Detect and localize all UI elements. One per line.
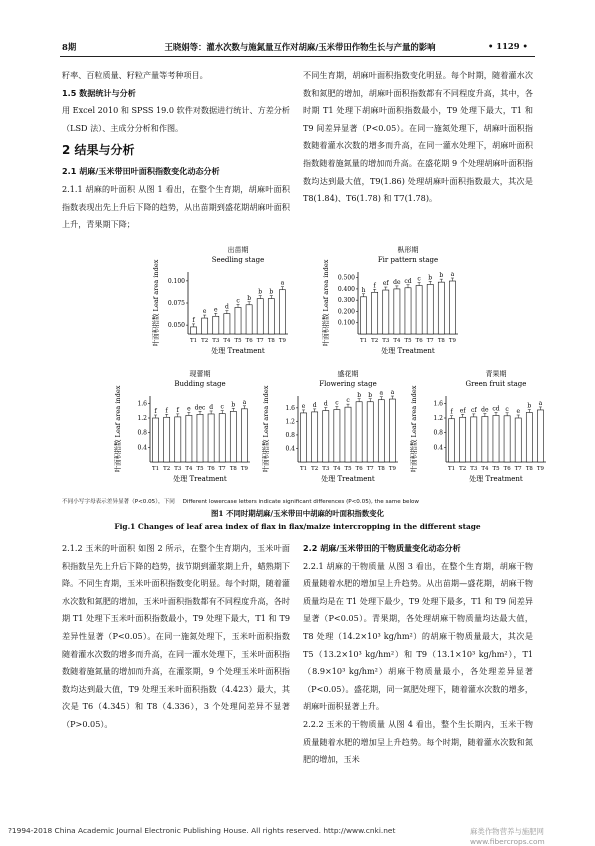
y-tick-label: 0.8: [433, 429, 443, 437]
bar: [361, 297, 367, 334]
x-tick-label: T9: [240, 466, 248, 472]
y-tick-label: 0.4: [137, 444, 147, 452]
paragraph: 2.2.1 胡麻的干物质量 从图 3 看出，在整个生育期，胡麻干物质量随着水肥的增加呈上升趋势。从出苗期—盛花期，胡麻干物质量均是在 T1 处理下最少，T9 处理下最多，T1 和 T9 间差异显著（P<0.05）。青果期，各处理胡麻干物质量均达最大值，T8 处理（14.2×10³ kg/hm²）的胡麻干物质量最大，其次是 T5（13.2×10³ kg/hm²）和 T9（13.1×10³ kg/hm²），T1（8.9×10³ kg/hm²）胡麻干物质量最小，各处理差异显著（P<0.05）。盛花期，同一氮肥处理下，随着灌水次数的增多，胡麻叶面积显著上升。: [303, 560, 533, 712]
figure-note-en: Different lowercase letters indicate significant differences (P<0.05), the same below: [182, 499, 420, 505]
bar: [493, 415, 499, 462]
significance-letter: f: [373, 282, 376, 290]
chart-svg: [318, 244, 478, 362]
y-tick-label: 0.300: [337, 297, 355, 305]
y-tick-label: 0.050: [167, 322, 185, 330]
bar: [241, 409, 247, 462]
x-tick-label: T2: [459, 466, 467, 472]
significance-letter: c: [220, 403, 224, 411]
y-tick-label: 1.6: [433, 400, 443, 408]
bar: [246, 305, 252, 334]
x-tick-label: T3: [212, 338, 220, 344]
significance-letter: d: [323, 400, 328, 408]
significance-letter: d: [312, 401, 317, 409]
significance-letter: de: [481, 406, 489, 414]
x-tick-label: T1: [360, 338, 368, 344]
bar: [449, 419, 455, 462]
chart-title-cn: 出苗期: [227, 246, 249, 254]
x-tick-label: T8: [525, 466, 533, 472]
section-heading: 2.1 胡麻/玉米带田叶面积指数变化动态分析: [62, 166, 220, 177]
y-tick-label: 0.100: [337, 319, 355, 327]
significance-letter: b: [439, 272, 444, 280]
x-tick-label: T3: [382, 338, 390, 344]
right-column-bottom: [303, 540, 533, 769]
x-tick-label: T9: [278, 338, 286, 344]
x-tick-label: T6: [245, 338, 253, 344]
chart-title-en: Budding stage: [174, 380, 226, 388]
y-tick-label: 0.4: [433, 444, 443, 452]
y-axis-label-cn: 叶面积指数: [152, 311, 160, 347]
y-axis-label-en: Leaf area index: [262, 385, 270, 438]
significance-letter: a: [379, 389, 384, 397]
bar: [427, 284, 433, 334]
bar: [301, 413, 307, 462]
significance-letter: e: [301, 402, 306, 410]
chart-title-en: Fir pattern stage: [377, 256, 439, 264]
bar: [208, 414, 214, 462]
x-tick-label: T7: [218, 466, 226, 472]
chart-title-cn: 现蕾期: [189, 370, 211, 378]
y-tick-label: 1.2: [285, 418, 295, 426]
y-tick-label: 0.075: [167, 300, 185, 307]
x-tick-label: T9: [448, 338, 456, 344]
chart-title-cn: 盛花期: [337, 370, 359, 378]
figure-note-cn: 不同小写字母表示差异显著（P<0.05），下同: [62, 499, 175, 505]
bar: [191, 327, 197, 334]
bar: [202, 318, 208, 334]
bar: [383, 290, 389, 334]
header-title: 王晓娟等：灌水次数与施氮量互作对胡麻/玉米带田作物生长与产量的影响: [164, 42, 436, 52]
significance-letter: a: [390, 389, 395, 397]
significance-letter: c: [335, 399, 339, 407]
figure-caption-en: Fig.1 Changes of leaf area index of flax in flax/maize intercropping in the different stage: [114, 522, 481, 531]
y-axis-label: [151, 259, 160, 346]
significance-letter: de: [393, 278, 401, 286]
chart-green: [406, 368, 566, 494]
y-tick-label: 0.100: [167, 277, 185, 285]
significance-letter: b: [368, 391, 373, 399]
bar: [197, 414, 203, 462]
paragraph: 籽率、百粒质量、籽粒产量等考种项目。: [62, 70, 208, 80]
y-axis-label-en: Leaf area index: [410, 385, 418, 438]
bar: [334, 410, 340, 462]
bar: [153, 418, 159, 462]
chart-title-en: Green fruit stage: [465, 380, 527, 388]
x-tick-label: T4: [223, 338, 231, 344]
bar: [515, 418, 521, 462]
significance-letter: ef: [382, 280, 389, 288]
y-axis-label-en: Leaf area index: [322, 259, 330, 312]
x-tick-label: T4: [481, 466, 489, 472]
bar: [219, 414, 225, 462]
bar: [416, 286, 422, 334]
chart-seedling: [148, 244, 308, 366]
bar: [312, 412, 318, 462]
x-tick-label: T5: [492, 466, 500, 472]
x-tick-label: T1: [448, 466, 456, 472]
bar: [268, 299, 274, 334]
bar: [394, 289, 400, 334]
x-tick-label: T7: [426, 338, 434, 344]
bar: [186, 415, 192, 462]
figure-note: [62, 497, 542, 505]
significance-letter: f: [450, 408, 453, 416]
significance-letter: c: [346, 397, 350, 405]
x-tick-label: T4: [393, 338, 401, 344]
significance-letter: b: [269, 288, 274, 296]
significance-letter: d: [209, 403, 214, 411]
x-axis-label: 处理 Treatment: [211, 347, 265, 355]
significance-letter: b: [258, 288, 263, 296]
x-tick-label: T9: [536, 466, 544, 472]
x-tick-label: T6: [207, 466, 215, 472]
bar: [356, 402, 362, 462]
x-tick-label: T6: [415, 338, 423, 344]
x-tick-label: T5: [234, 338, 242, 344]
y-tick-label: 0.4: [285, 445, 295, 453]
significance-letter: e: [202, 308, 207, 316]
significance-letter: c: [236, 297, 240, 305]
section-heading: 1.5 数据统计与分析: [62, 87, 136, 98]
significance-letter: e: [187, 405, 191, 413]
x-tick-label: T8: [229, 466, 237, 472]
left-column-bottom: [62, 540, 290, 734]
x-tick-label: T3: [174, 466, 182, 472]
y-axis-label: [261, 385, 270, 472]
x-tick-label: T6: [355, 466, 363, 472]
significance-letter: b: [428, 274, 433, 282]
chart-svg: [110, 368, 270, 490]
significance-letter: ef: [459, 407, 466, 415]
significance-letter: c: [505, 405, 509, 413]
x-tick-label: T2: [311, 466, 319, 472]
bar: [389, 399, 395, 462]
right-column-top: [303, 67, 533, 208]
header-page-number: • 1129 •: [488, 41, 528, 51]
y-tick-label: 1.2: [433, 415, 443, 422]
header-rule: [60, 56, 535, 57]
chart-svg: [148, 244, 308, 362]
section-heading: 2.2 胡麻/玉米带田的干物质量变化动态分析: [303, 543, 461, 553]
bar: [367, 402, 373, 462]
y-tick-label: 0.8: [285, 431, 295, 439]
y-axis-label: [113, 385, 122, 472]
significance-letter: c: [417, 275, 421, 283]
bar: [213, 316, 219, 334]
figure-caption-cn: 图1 不同时期胡麻/玉米带田中胡麻的叶面积指数变化: [210, 509, 384, 518]
y-tick-label: 0.200: [337, 308, 355, 316]
y-tick-label: 1.2: [137, 415, 147, 422]
bar: [460, 417, 466, 462]
bar: [323, 411, 329, 462]
x-tick-label: T6: [503, 466, 511, 472]
significance-letter: e: [213, 306, 218, 314]
paragraph: 用 Excel 2010 和 SPSS 19.0 软件对数据进行统计、方差分析（LSD 法）、主成分分析和作图。: [62, 105, 290, 133]
x-tick-label: T1: [190, 338, 198, 344]
x-tick-label: T5: [344, 466, 352, 472]
x-tick-label: T8: [437, 338, 445, 344]
x-tick-label: T7: [514, 466, 522, 472]
bar: [230, 411, 236, 462]
x-tick-label: T1: [300, 466, 308, 472]
bar: [345, 407, 351, 462]
x-tick-label: T8: [377, 466, 385, 472]
x-tick-label: T9: [388, 466, 396, 472]
paragraph: 2.2.2 玉米的干物质量 从图 4 看出，整个生长期内，玉米干物质量随着水肥的增加呈上升趋势。每个时期，随着灌水次数和氮肥的增加，玉米: [303, 718, 533, 765]
x-tick-label: T8: [267, 338, 275, 344]
chart-flowering: [258, 368, 418, 494]
y-axis-label: [321, 259, 330, 346]
y-axis-label-en: Leaf area index: [114, 385, 122, 438]
bar: [257, 299, 263, 334]
x-axis-label: 处理 Treatment: [321, 475, 375, 483]
bar: [526, 413, 532, 463]
bar: [224, 314, 230, 334]
y-tick-label: 0.8: [137, 429, 147, 437]
significance-letter: a: [538, 399, 543, 407]
bar: [482, 417, 488, 462]
chart-fir: [318, 244, 478, 366]
bar: [279, 290, 285, 334]
x-tick-label: T5: [404, 338, 412, 344]
y-axis-label-cn: 叶面积指数: [114, 437, 122, 473]
y-tick-label: 0.400: [337, 285, 355, 293]
chapter-heading: 2 结果与分析: [62, 143, 135, 158]
bar: [438, 282, 444, 334]
significance-letter: h: [361, 286, 366, 294]
x-tick-label: T4: [333, 466, 341, 472]
significance-letter: e: [516, 408, 521, 415]
bar: [471, 417, 477, 462]
bar: [378, 400, 384, 462]
y-axis-label-en: Leaf area index: [152, 259, 160, 312]
significance-letter: b: [231, 401, 236, 409]
bar: [537, 410, 543, 462]
chart-svg: [406, 368, 566, 490]
x-tick-label: T5: [196, 466, 204, 472]
bar: [405, 288, 411, 334]
significance-letter: f: [176, 406, 179, 414]
x-tick-label: T2: [201, 338, 209, 344]
significance-letter: f: [154, 408, 157, 415]
y-tick-label: 1.6: [137, 400, 147, 408]
chart-svg: [258, 368, 418, 490]
bar: [235, 307, 241, 334]
y-tick-label: 1.6: [285, 404, 295, 412]
x-tick-label: T1: [152, 466, 160, 472]
significance-letter: cf: [470, 406, 477, 414]
x-tick-label: T3: [470, 466, 478, 472]
x-tick-label: T7: [256, 338, 264, 344]
significance-letter: b: [527, 402, 532, 410]
significance-letter: a: [280, 279, 285, 287]
chart-title-en: Seedling stage: [211, 256, 265, 264]
x-tick-label: T2: [163, 466, 171, 472]
x-tick-label: T3: [322, 466, 330, 472]
significance-letter: d: [224, 303, 229, 311]
significance-letter: f: [165, 407, 168, 415]
y-axis-label: [409, 385, 418, 472]
left-column-top: [62, 67, 290, 234]
footer-copyright: ?1994-2018 China Academic Journal Electronic Publishing House. All rights reserved. http://www.cnki.net: [8, 826, 396, 835]
significance-letter: b: [247, 294, 252, 302]
x-tick-label: T7: [366, 466, 374, 472]
x-tick-label: T2: [371, 338, 379, 344]
significance-letter: f: [192, 316, 195, 324]
significance-letter: dec: [194, 404, 206, 412]
bar: [372, 292, 378, 334]
chart-budding: [110, 368, 270, 494]
paragraph: 不同生育期，胡麻叶面积指数变化明显。每个时期，随着灌水次数和氮肥的增加，胡麻叶面积指数都有不同程度升高，其中，各时期 T1 处理下胡麻叶面积指数最小，T9 处理下最大，T1 和 T9 间差异显著（P<0.05）。在同一施氮处理下，胡麻叶面积指数随着灌水次数的增多而升高，在同一灌水处理下，胡麻叶面积指数随着施氮量的增加而升高。在盛花期 9 个处理胡麻叶面积指数均达到最大值，T9(1.86) 处理胡麻叶面积指数最大，其次是 T8(1.84)、T6(1.78) 和 T7(1.78)。: [303, 70, 533, 204]
paragraph: 2.1.2 玉米的叶面积 如图 2 所示，在整个生育期内，玉米叶面积指数呈先上升后下降的趋势，拔节期到灌浆期上升，蜡熟期下降。不同生育期，玉米叶面积指数变化明显。每个时期，随着灌水次数和氮肥的增加，玉米叶面积指数都有不同程度升高，各时期 T1 处理下玉米叶面积指数最小，T9 处理下最大，T1 和 T9 差异性显著（P<0.05）。在同一施氮处理下，玉米叶面积指数随着灌水次数的增多而升高，在同一灌水处理下，玉米叶面积指数随着施氮量的增加而升高，在灌浆期，9 个处理玉米叶面积指数均达到最大值，T9 处理玉米叶面积指数（4.423）最大，其次是 T6（4.345）和 T8（4.336），3 个处理间差异不显著（P>0.05）。: [62, 543, 290, 729]
bar: [504, 416, 510, 462]
bar: [449, 281, 455, 334]
x-axis-label: 处理 Treatment: [469, 475, 523, 483]
significance-letter: a: [450, 271, 455, 279]
significance-letter: b: [357, 391, 362, 399]
y-tick-label: 0.500: [337, 274, 355, 282]
x-axis-label: 处理 Treatment: [381, 347, 435, 355]
chart-title-cn: 青果期: [485, 370, 507, 378]
y-axis-label-cn: 叶面积指数: [322, 311, 330, 347]
footer-watermark: 麻类作物营养与施肥网 www.fibercrops.com: [470, 827, 545, 846]
y-axis-label-cn: 叶面积指数: [262, 437, 270, 473]
significance-letter: cd: [404, 277, 412, 285]
y-axis-label-cn: 叶面积指数: [410, 437, 418, 473]
paragraph: 2.1.1 胡麻的叶面积 从图 1 看出，在整个生育期，胡麻叶面积指数表现出先上升后下降的趋势，从出苗期到盛花期胡麻叶面积上升，青果期下降；: [62, 183, 290, 230]
x-tick-label: T4: [185, 466, 193, 472]
significance-letter: a: [242, 398, 247, 406]
chart-title-cn: 枞形期: [397, 246, 419, 254]
header-issue: 8期: [62, 42, 77, 52]
bar: [175, 417, 181, 462]
bar: [164, 417, 170, 462]
x-axis-label: 处理 Treatment: [173, 475, 227, 483]
significance-letter: cd: [492, 405, 500, 413]
chart-title-en: Flowering stage: [319, 380, 377, 388]
